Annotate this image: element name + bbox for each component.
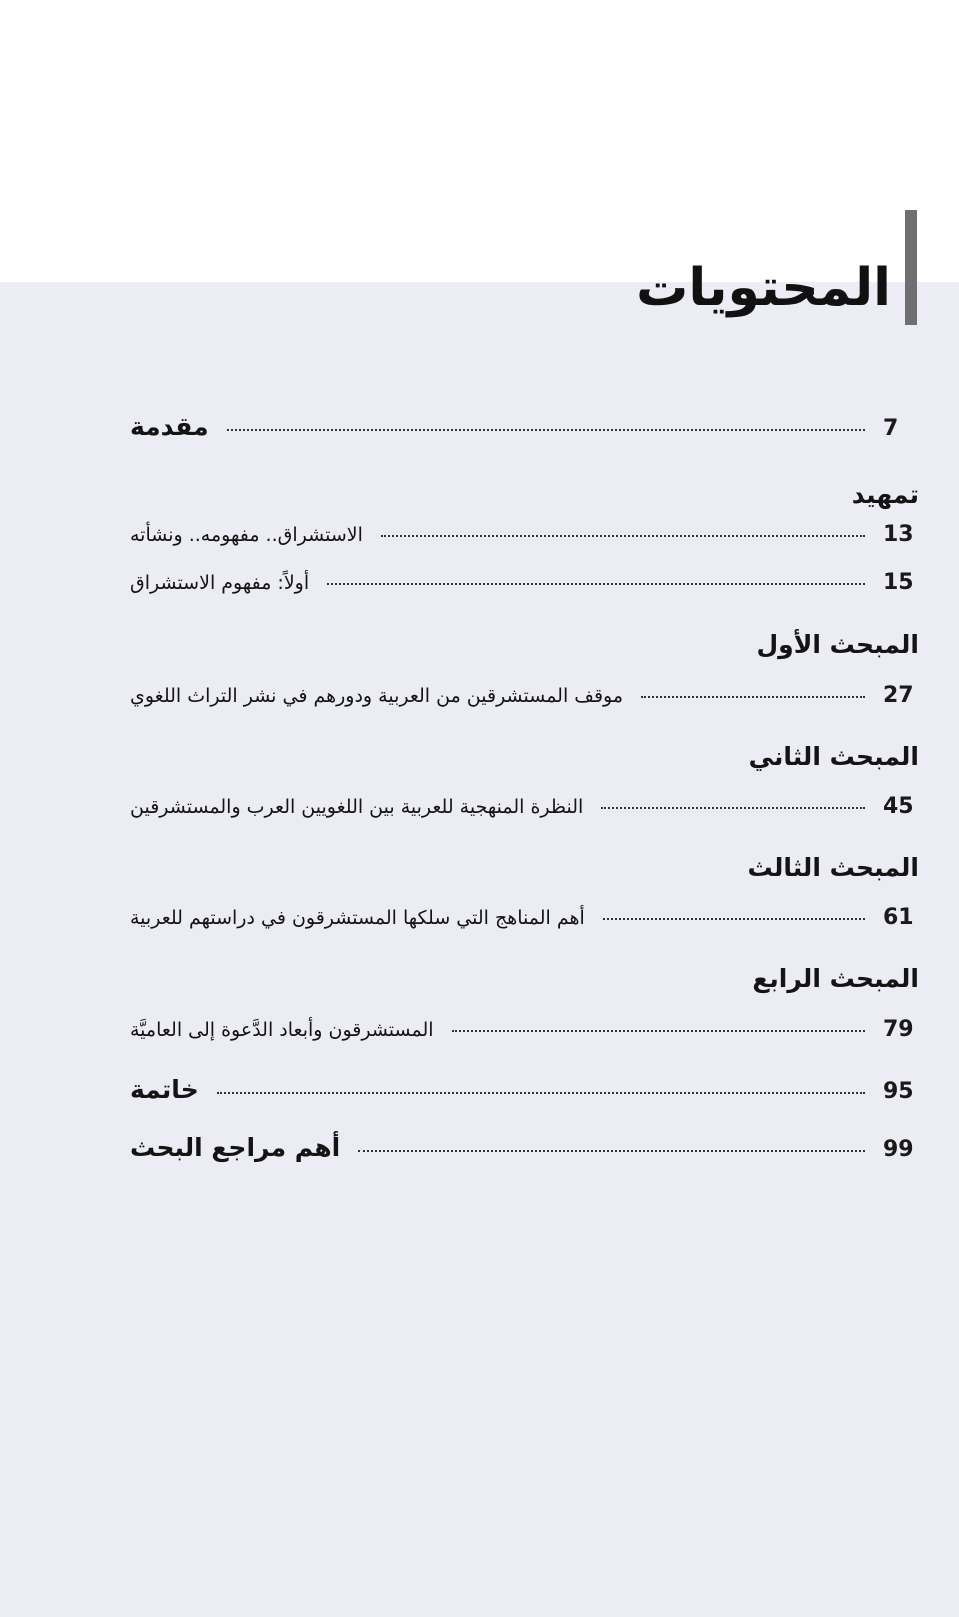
toc-entry-label: مقدمة — [130, 412, 209, 441]
toc-page-number: 45 — [883, 794, 914, 819]
toc-page-number: 7 — [883, 416, 899, 441]
toc-entry-label: خاتمة — [130, 1075, 199, 1104]
dot-leader — [641, 696, 865, 698]
dot-leader — [381, 535, 865, 537]
page-title: المحتويات — [636, 258, 891, 318]
toc-page-number: 95 — [883, 1079, 914, 1104]
dot-leader — [227, 429, 865, 431]
toc-page-number: 15 — [883, 570, 914, 595]
section-heading-1: المبحث الأول — [756, 630, 919, 659]
table-of-contents — [130, 0, 919, 1617]
toc-entry-label: أهم مراجع البحث — [130, 1133, 341, 1162]
toc-entry-section-1[interactable] — [130, 683, 919, 723]
toc-entry-label: أهم المناهج التي سلكها المستشرقون في دراستهم للعربية — [130, 907, 585, 929]
toc-page-number: 79 — [883, 1017, 914, 1042]
section-heading-preface: تمهيد — [851, 480, 919, 509]
toc-entry-label: الاستشراق.. مفهومه.. ونشأته — [130, 524, 363, 546]
toc-entry-section-3[interactable] — [130, 905, 919, 945]
toc-page-number: 99 — [883, 1137, 914, 1162]
toc-entry-preface-1[interactable] — [130, 522, 919, 562]
toc-page-number: 13 — [883, 522, 914, 547]
toc-entry-section-2[interactable] — [130, 794, 919, 834]
toc-entry-references[interactable] — [130, 1133, 919, 1173]
toc-entry-conclusion[interactable] — [130, 1075, 919, 1115]
toc-entry-section-4[interactable] — [130, 1017, 919, 1057]
dot-leader — [452, 1030, 865, 1032]
dot-leader — [327, 583, 865, 585]
toc-page-number: 27 — [883, 683, 914, 708]
dot-leader — [358, 1150, 865, 1152]
toc-entry-label: أولاً: مفهوم الاستشراق — [130, 572, 310, 594]
toc-page-number: 61 — [883, 905, 914, 930]
toc-entry-label: المستشرقون وأبعاد الدَّعوة إلى العاميَّة — [130, 1019, 434, 1041]
toc-entry-preface-2[interactable] — [130, 570, 919, 610]
toc-entry-intro[interactable] — [130, 412, 919, 452]
section-heading-4: المبحث الرابع — [752, 964, 919, 993]
dot-leader — [217, 1092, 865, 1094]
dot-leader — [603, 918, 865, 920]
dot-leader — [601, 807, 865, 809]
toc-entry-label: موقف المستشرقين من العربية ودورهم في نشر التراث اللغوي — [130, 685, 624, 707]
section-heading-3: المبحث الثالث — [747, 853, 919, 882]
section-heading-2: المبحث الثاني — [748, 742, 919, 771]
toc-entry-label: النظرة المنهجية للعربية بين اللغويين العرب والمستشرقين — [130, 796, 584, 818]
